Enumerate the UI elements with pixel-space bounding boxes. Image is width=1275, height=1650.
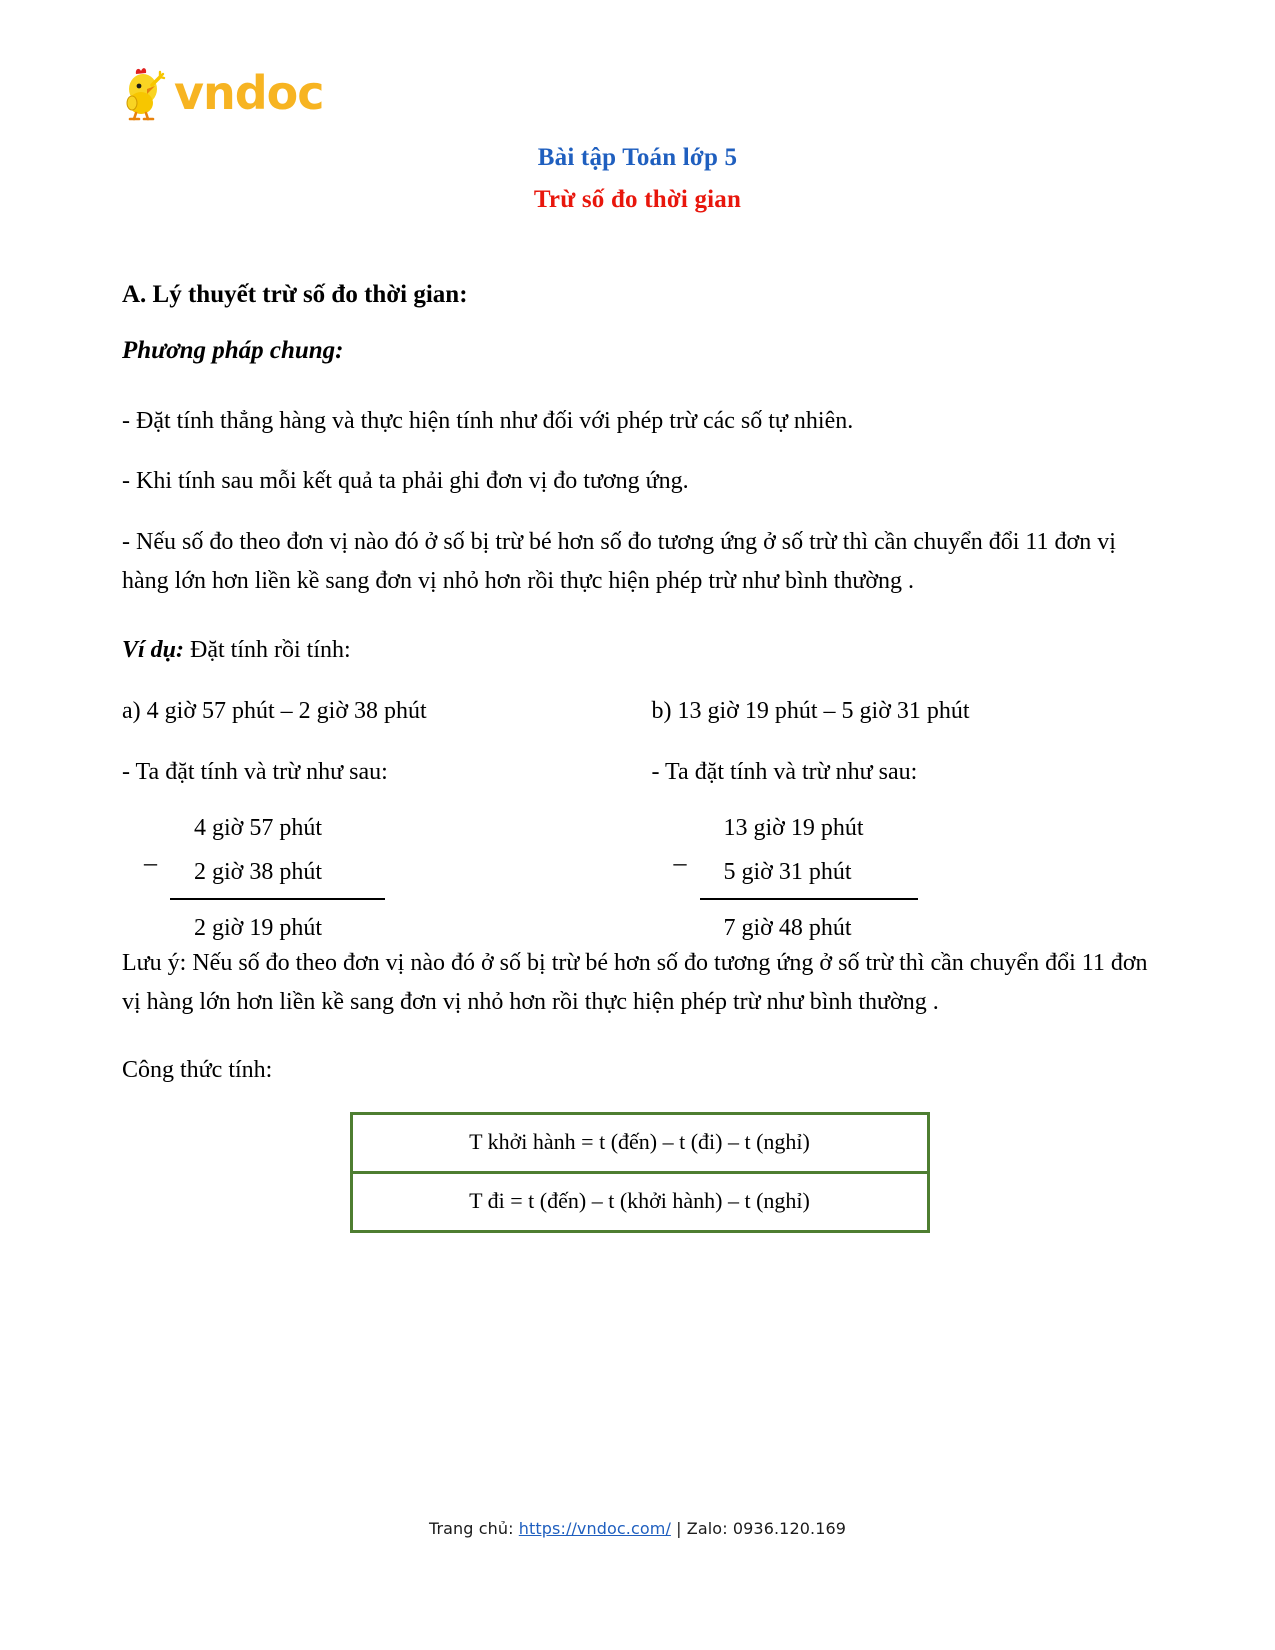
- example-columns: [122, 692, 1157, 940]
- example-b-subtrahend: 5 giờ 31 phút: [723, 858, 852, 885]
- example-a-subtrahend: 2 giờ 38 phút: [194, 858, 323, 885]
- formula-box-travel: T đi = t (đến) – t (khởi hành) – t (nghỉ): [350, 1174, 930, 1233]
- example-a-statement: a) 4 giờ 57 phút – 2 giờ 38 phút: [122, 697, 427, 724]
- theory-rule-3: - Nếu số đo theo đơn vị nào đó ở số bị trừ bé hơn số đo tương ứng ở số trừ thì cần chuyển đổi 11 đơn vị hàng lớn hơn liền kề sang đơn vị nhỏ hơn rồi thực hiện phép trừ như bình thường .: [122, 529, 1116, 595]
- example-b-statement: b) 13 giờ 19 phút – 5 giờ 31 phút: [651, 697, 970, 724]
- logo-wordmark: vndoc: [174, 66, 324, 120]
- example-b-calculation: [674, 806, 996, 940]
- footer-suffix: | Zalo: 0936.120.169: [670, 1519, 847, 1538]
- example-label: Ví dụ:: [122, 637, 185, 663]
- page-subtitle: Trừ số đo thời gian: [533, 186, 742, 214]
- example-b-note: - Ta đặt tính và trừ như sau:: [651, 758, 918, 785]
- example-a-calculation: [144, 806, 466, 940]
- calculation-rule: [700, 898, 918, 900]
- calculation-rule: [170, 898, 385, 900]
- example-column-b: [640, 692, 1158, 940]
- title-block: [0, 140, 1275, 219]
- formula-box-departure: T khởi hành = t (đến) – t (đi) – t (nghỉ): [350, 1112, 930, 1174]
- vndoc-logo[interactable]: [122, 62, 324, 124]
- section-heading: A. Lý thuyết trừ số đo thời gian:: [122, 281, 468, 308]
- page-title: Bài tập Toán lớp 5: [537, 144, 738, 171]
- page-footer: [0, 1519, 1275, 1538]
- chick-mascot-icon: [122, 65, 168, 121]
- theory-rule-1: - Đặt tính thẳng hàng và thực hiện tính như đối với phép trừ các số tự nhiên.: [122, 407, 854, 434]
- formula-heading: Công thức tính:: [122, 1057, 273, 1084]
- method-heading: Phương pháp chung:: [122, 336, 344, 364]
- formula-boxes: [122, 1112, 1157, 1232]
- example-a-note: - Ta đặt tính và trừ như sau:: [122, 758, 388, 785]
- example-prompt-text: Đặt tính rồi tính:: [190, 637, 351, 663]
- minus-operator-icon: –: [144, 847, 157, 877]
- example-prompt: [122, 631, 1157, 670]
- example-a-result: 2 giờ 19 phút: [194, 914, 323, 941]
- footer-website-link[interactable]: https://vndoc.com/: [518, 1519, 671, 1538]
- minus-operator-icon: –: [673, 847, 687, 877]
- example-column-a: [122, 692, 640, 940]
- important-note: Lưu ý: Nếu số đo theo đơn vị nào đó ở số bị trừ bé hơn số đo tương ứng ở số trừ thì cần chuyển đổi 11 đơn vị hàng lớn hơn liền kề sang đơn vị nhỏ hơn rồi thực hiện phép trừ như bình thường .: [122, 949, 1148, 1015]
- example-b-result: 7 giờ 48 phút: [723, 914, 852, 941]
- theory-rule-2: - Khi tính sau mỗi kết quả ta phải ghi đơn vị đo tương ứng.: [122, 468, 689, 495]
- example-b-minuend: 13 giờ 19 phút: [723, 814, 864, 841]
- document-content: [122, 278, 1157, 1233]
- footer-prefix: Trang chủ:: [428, 1519, 519, 1538]
- example-a-minuend: 4 giờ 57 phút: [194, 814, 323, 841]
